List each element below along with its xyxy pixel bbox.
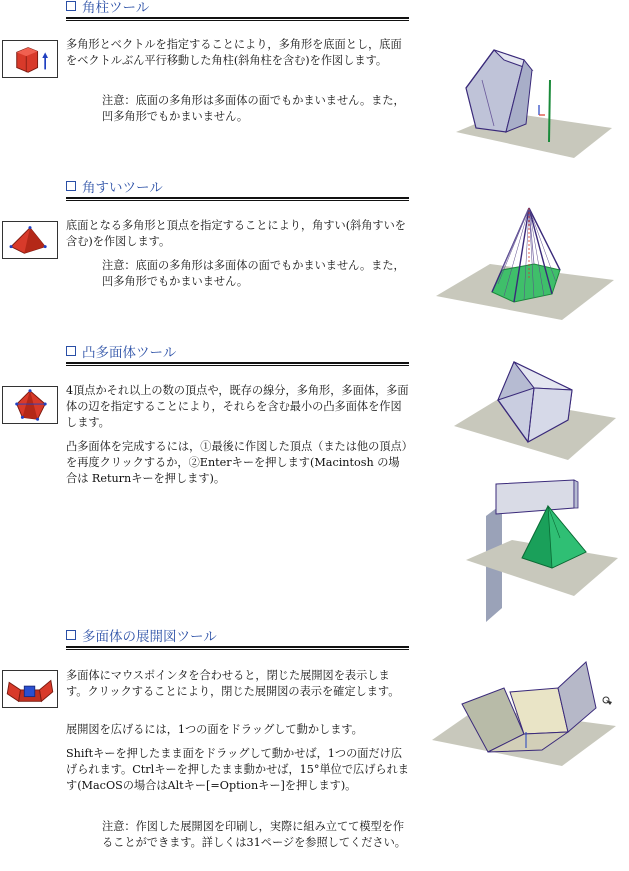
convex-solid-figure [464,476,624,624]
checkbox-bullet-icon [66,181,76,191]
section-paragraph: 4頂点かそれ以上の数の頂点や，既存の線分，多角形，多面体，多面体の辺を指定することにより，それらを含む最小の凸多面体を作図します。 [66,384,409,429]
polyhedron-net-figure [430,658,620,770]
section-title-polyhedron-net: 多面体の展開図ツール [66,629,217,645]
checkbox-bullet-icon [66,1,76,11]
section-title-convex-polyhedron: 凸多面体ツール [66,345,176,361]
section-note: 注意：底面の多角形は多面体の面でもかまいません。また，凹多角形でもかまいません。 [102,94,405,123]
section-note: 注意：底面の多角形は多面体の面でもかまいません。また，凹多角形でもかまいません。 [102,259,405,288]
section-note: 注意：作図した展開図を印刷し，実際に組み立てて模型を作ることができます。詳しくは31ページを参照してください。 [102,820,406,849]
section-paragraph: 底面となる多角形と頂点を指定することにより，角すい(斜角すいを含む)を作図します。 [66,219,406,248]
section-title-pyramid: 角すいツール [66,180,163,196]
section-paragraph: Shiftキーを押したまま面をドラッグして動かせば，1つの面だけ広げられます。Ctrlキーを押したまま動かせば，15°単位で広げられます(MacOSの場合はAltキー[=Optionキー]を押します)。 [66,747,409,792]
section-paragraph: 多角形とベクトルを指定することにより，多角形を底面とし，底面をベクトルぶん平行移動した角柱(斜角柱を含む)を作図します。 [66,38,402,67]
section-paragraph: 展開図を広げるには，1つの面をドラッグして動かします。 [66,723,363,736]
prism-tool-icon[interactable] [2,40,58,78]
section-rule [66,17,409,21]
prism-figure [454,40,614,162]
section-rule [66,362,409,366]
convex-polyhedron-figure [452,356,618,466]
section-title-prism: 角柱ツール [66,0,149,16]
checkbox-bullet-icon [66,630,76,640]
checkbox-bullet-icon [66,346,76,356]
pyramid-tool-icon[interactable] [2,221,58,259]
section-rule [66,197,409,201]
section-paragraph: 多面体にマウスポインタを合わせると，閉じた展開図を表示します。クリックすることにより，閉じた展開図の表示を確定します。 [66,669,400,698]
section-rule [66,646,409,650]
convex-polyhedron-tool-icon[interactable] [2,386,58,424]
pyramid-figure [434,204,616,326]
section-paragraph: 凸多面体を完成するには，①最後に作図した頂点（または他の頂点）を再度クリックするか，②Enterキーを押します(Macintosh の場合は Returnキーを押します)。 [66,440,408,485]
polyhedron-net-tool-icon[interactable] [2,670,58,708]
